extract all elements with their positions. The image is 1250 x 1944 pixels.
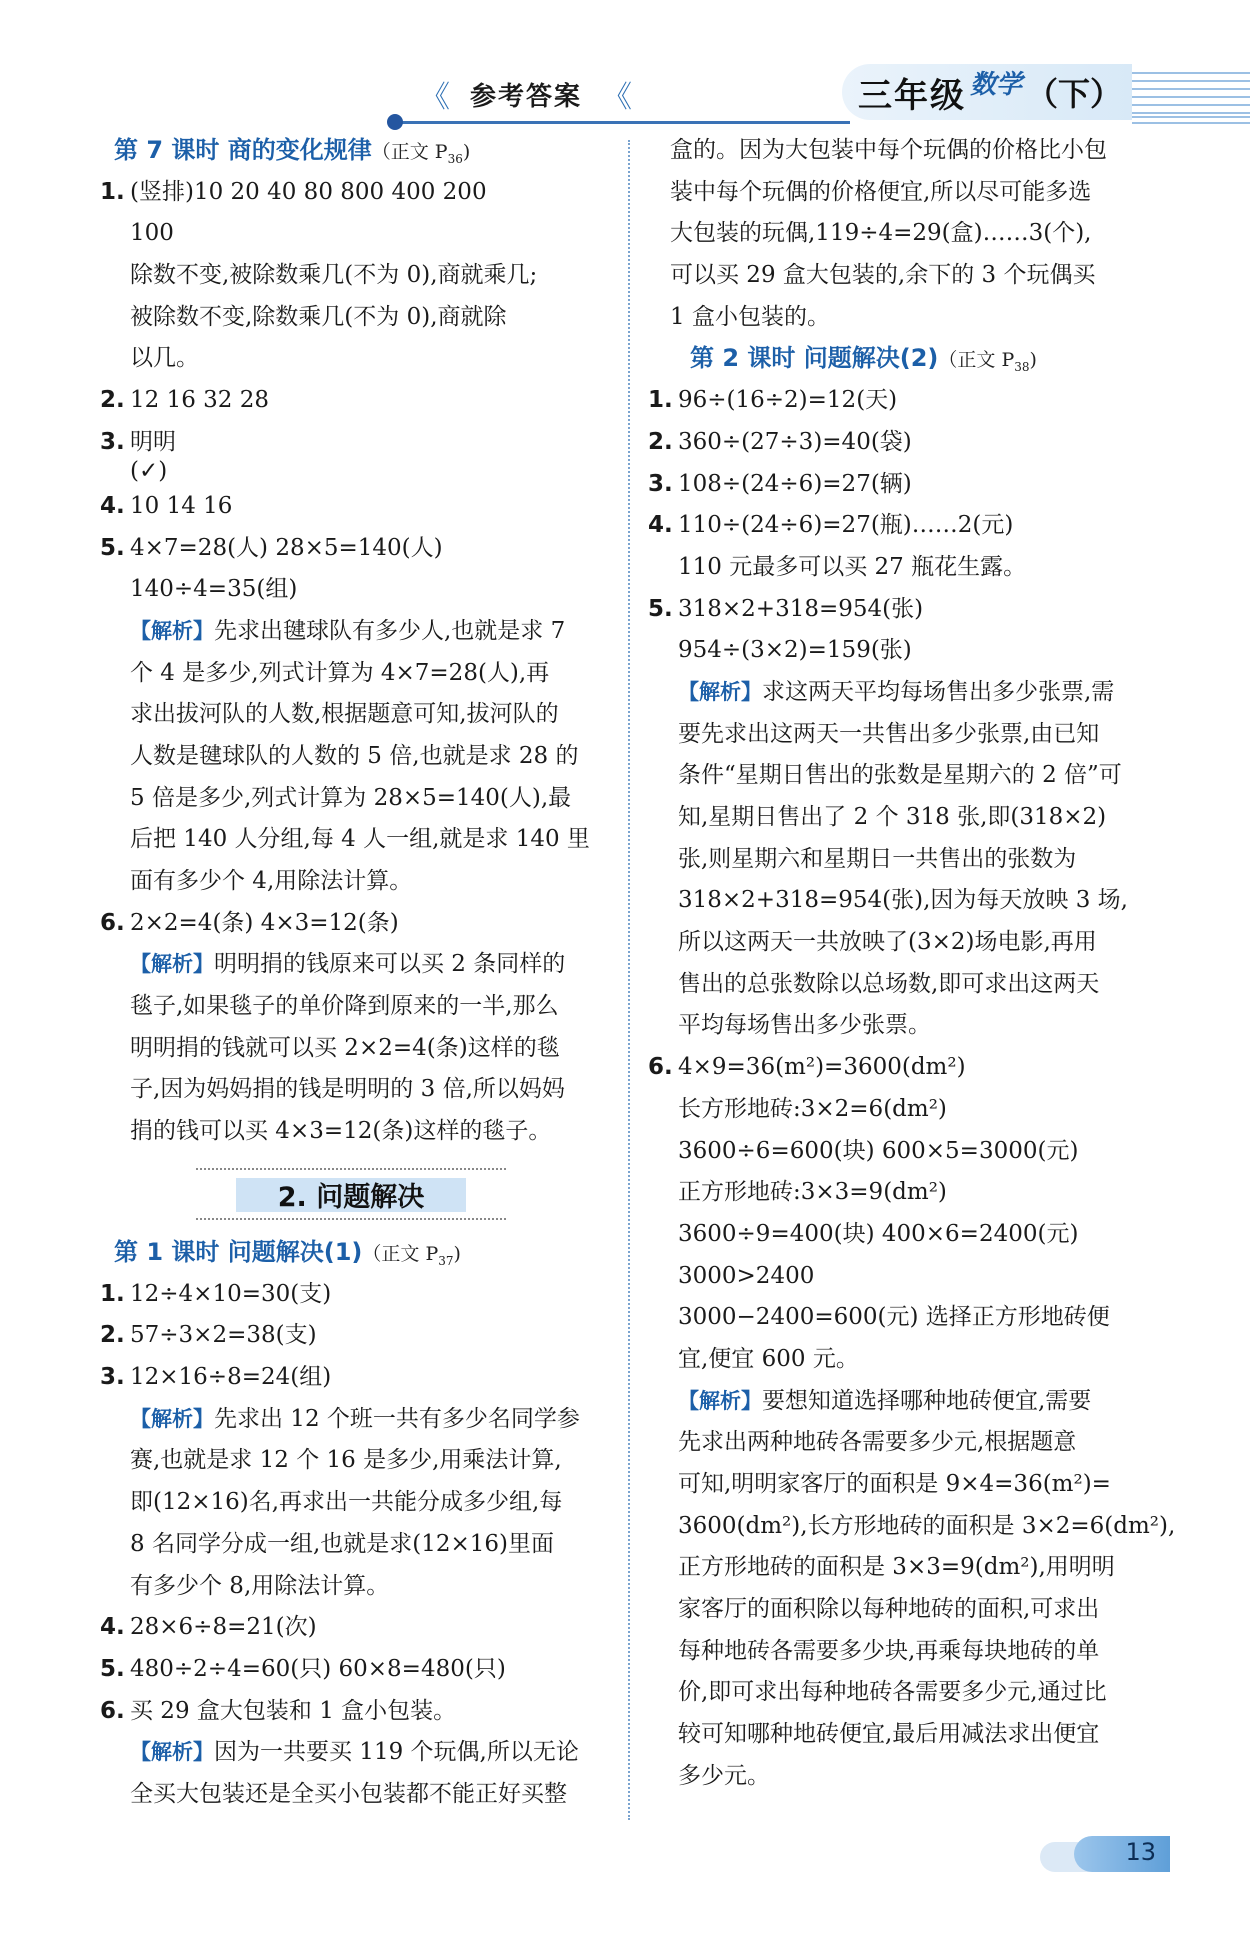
list-item: 被除数不变,除数乘几(不为 0),商就除 <box>130 303 507 330</box>
unit-title: 2. 问题解决 <box>196 1170 506 1218</box>
analysis-text: 即(12×16)名,再求出一共能分成多少组,每 <box>130 1489 563 1516</box>
analysis-text: 要先求出这两天一共售出多少张票,由已知 <box>678 720 1100 747</box>
page-number-tab <box>1030 1836 1170 1872</box>
check-mark: (✓) <box>130 457 168 484</box>
header-stripes <box>1132 72 1250 116</box>
double-chevron-left-icon: 《 <box>420 80 450 115</box>
analysis-text: 正方形地砖的面积是 3×3=9(dm²),用明明 <box>678 1554 1115 1581</box>
analysis-text: 全买大包装还是全买小包装都不能正好买整 <box>130 1780 567 1807</box>
list-item: 2. 12 16 32 28 <box>100 387 269 414</box>
answer-key-header <box>420 72 632 116</box>
list-item: 1. (竖排)10 20 40 80 800 400 200 <box>100 178 487 205</box>
analysis-text: 张,则星期六和星期日一共售出的张数为 <box>678 845 1077 872</box>
answer-key-label: 参考答案 <box>470 81 583 112</box>
lesson-7-ref: （正文 $P_{36}$) <box>371 141 471 166</box>
list-item: 4. 28×6÷8=21(次) <box>100 1614 317 1641</box>
analysis-text: 318×2+318=954(张),因为每天放映 3 场, <box>678 887 1128 914</box>
list-item: 3600÷6=600(块) 600×5=3000(元) <box>678 1137 1079 1164</box>
lesson-7-title: 第 7 课时 商的变化规律 <box>114 136 372 164</box>
analysis-text: 所以这两天一共放映了(3×2)场电影,再用 <box>678 929 1097 956</box>
analysis-text: 赛,也就是求 12 个 16 是多少,用乘法计算, <box>130 1447 562 1474</box>
list-item: 宜,便宜 600 元。 <box>678 1345 859 1372</box>
list-item: 110 元最多可以买 27 瓶花生露。 <box>678 553 1027 580</box>
analysis-text: 毯子,如果毯子的单价降到原来的一半,那么 <box>130 993 559 1020</box>
analysis-text: 捐的钱可以买 4×3=12(条)这样的毯子。 <box>130 1118 552 1145</box>
analysis-text: 【解析】求这两天平均每场售出多少张票,需 <box>678 678 1115 705</box>
analysis-text: 家客厅的面积除以每种地砖的面积,可求出 <box>678 1596 1100 1623</box>
analysis-text: 盒的。因为大包装中每个玩偶的价格比小包 <box>670 137 1107 163</box>
left-column-lower <box>100 1232 610 1816</box>
analysis-text: 可知,明明家客厅的面积是 9×4=36(m²)= <box>678 1471 1111 1497</box>
analysis-text: 大包装的玩偶,119÷4=29(盒)……3(个), <box>670 220 1092 247</box>
lesson-1-title: 第 1 课时 问题解决(1) <box>114 1238 363 1266</box>
list-item: 2. 360÷(27÷3)=40(袋) <box>648 428 912 455</box>
list-item: 6. 2×2=4(条) 4×3=12(条) <box>100 909 399 936</box>
analysis-text: 有多少个 8,用除法计算。 <box>130 1572 390 1599</box>
analysis-text: 【解析】明明捐的钱原来可以买 2 条同样的 <box>130 951 566 978</box>
analysis-text: 面有多少个 4,用除法计算。 <box>130 868 413 894</box>
list-item: 6. 买 29 盒大包装和 1 盒小包装。 <box>100 1697 457 1724</box>
analysis-text: 8 名同学分成一组,也就是求(12×16)里面 <box>130 1530 555 1557</box>
list-item: 5. 4×7=28(人) 28×5=140(人) <box>100 534 443 561</box>
analysis-text: 价,即可求出每种地砖各需要多少元,通过比 <box>678 1679 1107 1706</box>
lesson-1-heading <box>100 1232 610 1274</box>
list-item: 100 <box>130 220 174 247</box>
list-item: 1. 96÷(16÷2)=12(天) <box>648 387 898 414</box>
analysis-text: 5 倍是多少,列式计算为 28×5=140(人),最 <box>130 784 572 811</box>
list-item: 3000>2400 <box>678 1262 815 1289</box>
analysis-text: 【解析】先求出 12 个班一共有多少名同学参 <box>130 1405 580 1432</box>
analysis-text: 先求出两种地砖各需要多少元,根据题意 <box>678 1429 1077 1456</box>
analysis-text: 多少元。 <box>678 1762 770 1789</box>
list-item: 2. 57÷3×2=38(支) <box>100 1322 317 1349</box>
analysis-text: 可以买 29 盒大包装的,余下的 3 个玩偶买 <box>670 262 1096 289</box>
lesson-2-heading <box>648 338 1168 380</box>
lesson-2-title: 第 2 课时 问题解决(2) <box>690 344 939 373</box>
list-item: 5. 318×2+318=954(张) <box>648 595 924 622</box>
list-item: 954÷(3×2)=159(张) <box>678 637 912 664</box>
list-item: 1. 12÷4×10=30(支) <box>100 1280 332 1307</box>
list-item: 长方形地砖:3×2=6(dm²) <box>678 1095 947 1122</box>
list-item: 140÷4=35(组) <box>130 576 298 603</box>
list-item: 5. 480÷2÷4=60(只) 60×8=480(只) <box>100 1655 506 1682</box>
unit-separator-bottom <box>196 1218 506 1220</box>
list-item: 6. 4×9=36(m²)=3600(dm²) <box>648 1054 966 1081</box>
analysis-text: 平均每场售出多少张票。 <box>678 1012 931 1039</box>
analysis-text: 售出的总张数除以总场数,即可求出这两天 <box>678 970 1100 997</box>
lesson-7-heading <box>100 130 610 172</box>
analysis-text: 明明捐的钱就可以买 2×2=4(条)这样的毯 <box>130 1034 560 1061</box>
list-item: 4. 110÷(24÷6)=27(瓶)……2(元) <box>648 512 1014 539</box>
header-dot <box>387 114 403 130</box>
analysis-text: 条件“星期日售出的张数是星期六的 2 倍”可 <box>678 762 1122 789</box>
header-rule <box>395 121 850 124</box>
column-divider <box>628 140 630 1820</box>
list-item: 3. 108÷(24÷6)=27(辆) <box>648 470 912 497</box>
lesson-2-ref: （正文 $P_{38}$) <box>938 349 1037 375</box>
list-item: 3000−2400=600(元) 选择正方形地砖便 <box>678 1304 1110 1331</box>
list-item: 4. 10 14 16 <box>100 492 233 519</box>
analysis-text: 装中每个玩偶的价格便宜,所以尽可能多选 <box>670 178 1092 205</box>
analysis-text: 求出拔河队的人数,根据题意可知,拔河队的 <box>130 701 559 728</box>
analysis-text: 子,因为妈妈捐的钱是明明的 3 倍,所以妈妈 <box>130 1076 565 1103</box>
grade-badge <box>842 64 1132 120</box>
list-item: 以几。 <box>130 345 199 372</box>
analysis-text: 【解析】先求出毽球队有多少人,也就是求 7 <box>130 617 566 644</box>
analysis-text: 较可知哪种地砖便宜,最后用减法求出便宜 <box>678 1721 1100 1748</box>
analysis-text: 3600(dm²),长方形地砖的面积是 3×2=6(dm²), <box>678 1512 1176 1539</box>
volume-label: （下） <box>1026 75 1123 113</box>
analysis-text: 1 盒小包装的。 <box>670 303 830 330</box>
list-item: 3600÷9=400(块) 400×6=2400(元) <box>678 1220 1079 1247</box>
analysis-text: 人数是毽球队的人数的 5 倍,也就是求 28 的 <box>130 742 579 769</box>
right-column <box>648 130 1176 1798</box>
lesson-1-ref: （正文 $P_{37}$) <box>362 1243 461 1268</box>
double-chevron-right-icon: 《 <box>602 80 633 115</box>
list-item: 正方形地砖:3×3=9(dm²) <box>678 1179 947 1206</box>
analysis-text: 【解析】要想知道选择哪种地砖便宜,需要 <box>678 1387 1092 1414</box>
analysis-text: 【解析】因为一共要买 119 个玩偶,所以无论 <box>130 1739 579 1766</box>
grade-label: 三年级 <box>858 75 966 116</box>
analysis-text: 个 4 是多少,列式计算为 4×7=28(人),再 <box>130 659 550 686</box>
list-item: 3. 明明 <box>100 428 176 455</box>
header-stripes-lower <box>1132 116 1250 128</box>
analysis-text: 后把 140 人分组,每 4 人一组,就是求 140 里 <box>130 826 590 853</box>
list-item: 3. 12×16÷8=24(组) <box>100 1364 332 1391</box>
list-item: 除数不变,被除数乘几(不为 0),商就乘几; <box>130 262 538 289</box>
analysis-text: 每种地砖各需要多少块,再乘每块地砖的单 <box>678 1637 1100 1664</box>
analysis-text: 知,星期日售出了 2 个 318 张,即(318×2) <box>678 804 1107 830</box>
left-column <box>100 130 610 1153</box>
page-number: 13 <box>1125 1838 1156 1866</box>
subject-label: 数学 <box>970 69 1023 100</box>
